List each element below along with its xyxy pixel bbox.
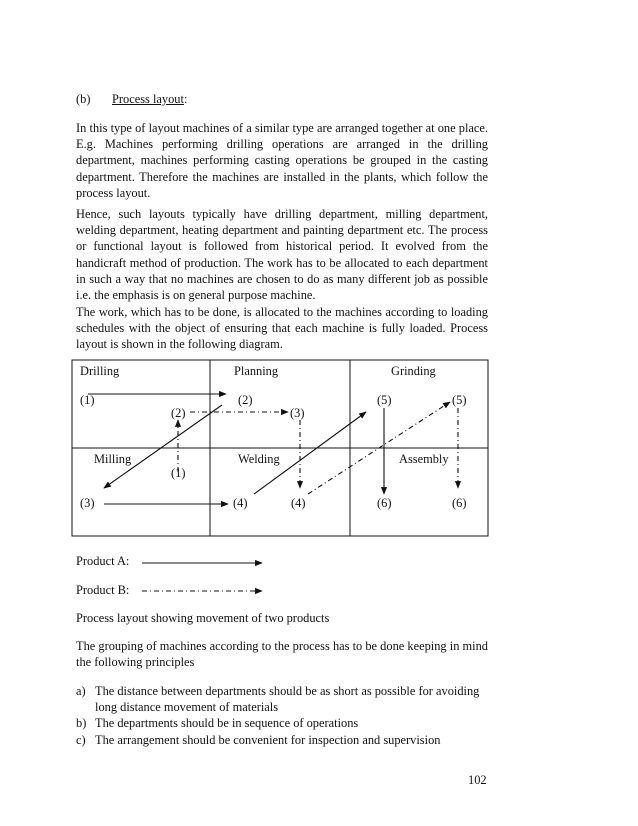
section-title: Process layout <box>112 92 184 106</box>
paragraph-3: The work, which has to be done, is allocated to the machines according to loading schedules with the object of ensuring that each machine is fully loaded. Process layout is shown in the following diagram. <box>76 305 488 352</box>
principles-list <box>76 683 488 748</box>
machine-milling-1: (1) <box>171 466 186 480</box>
machine-welding-4b: (4) <box>291 496 306 510</box>
diagram-grid <box>72 360 488 536</box>
machine-grinding-5a: (5) <box>377 393 392 407</box>
list-item <box>76 683 488 715</box>
product-a-flow <box>88 394 384 504</box>
dept-drilling: Drilling <box>80 364 120 378</box>
list-item <box>76 732 488 748</box>
paragraph-2: Hence, such layouts typically have drilling department, milling department, welding department, heating department and painting department etc. The process or functional layout is followed from historical period. It evolved from the handicraft method of production. The work has to be allocated to each department in such a way that no machines are chosen to do as many different job as possible i.e. the emphasis is on general purpose machine. <box>76 207 488 303</box>
list-item <box>76 715 488 731</box>
machine-drilling-2: (2) <box>171 406 186 420</box>
legend-product-b: Product B: <box>76 583 130 597</box>
machine-planning-2: (2) <box>238 393 253 407</box>
dept-milling: Milling <box>94 452 132 466</box>
dept-assembly: Assembly <box>399 452 449 466</box>
dept-planning: Planning <box>234 364 279 378</box>
legend-product-a: Product A: <box>76 554 130 568</box>
arrow-a-plan2-to-mill3 <box>104 405 222 488</box>
machine-assembly-6b: (6) <box>452 496 467 510</box>
list-item-text: The arrangement should be convenient for inspection and supervision <box>95 732 441 747</box>
list-marker: a) <box>76 684 86 698</box>
dept-welding: Welding <box>238 452 280 466</box>
dept-grinding: Grinding <box>391 364 436 378</box>
section-title-colon: : <box>183 92 188 106</box>
list-marker: c) <box>76 732 86 747</box>
machine-grinding-5b: (5) <box>452 393 467 407</box>
list-marker: b) <box>76 716 87 731</box>
machine-milling-3: (3) <box>80 496 95 510</box>
list-item-text: The departments should be in sequence of operations <box>95 716 359 731</box>
machine-welding-4a: (4) <box>233 496 248 510</box>
machine-assembly-6a: (6) <box>377 496 392 510</box>
page-number: 102 <box>468 773 487 787</box>
list-item-text: The distance between departments should be as short as possible for avoiding long distance movement of materials <box>95 684 480 715</box>
legend-lines <box>142 563 262 591</box>
principles-intro: The grouping of machines according to the process has to be done keeping in mind the following principles <box>76 639 488 670</box>
machine-planning-3: (3) <box>290 406 305 420</box>
diagram-caption: Process layout showing movement of two products <box>76 611 330 625</box>
section-number: (b) <box>76 92 91 106</box>
machine-drilling-1: (1) <box>80 393 95 407</box>
paragraph-1: In this type of layout machines of a similar type are arranged together at one place. E.g. Machines performing drilling operations are arranged in the drilling department, machines performing casting operations be grouped in the casting department. Therefore the machines are installed in the plants, which follow the process layout. <box>76 121 488 200</box>
